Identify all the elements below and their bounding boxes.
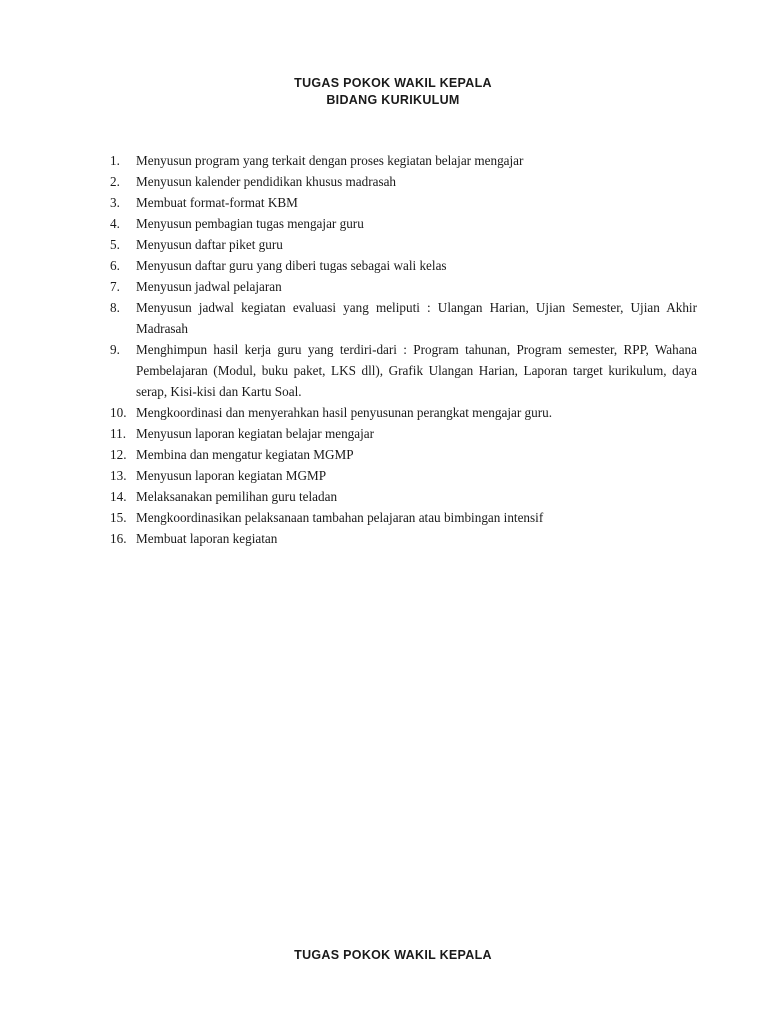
task-number: 8.	[110, 300, 120, 315]
task-text: Mengkoordinasi dan menyerahkan hasil penyusunan perangkat mengajar guru.	[136, 405, 553, 420]
task-number: 7.	[110, 279, 120, 294]
task-text: Membuat laporan kegiatan	[136, 531, 278, 546]
task-number: 2.	[110, 174, 120, 189]
task-number: 3.	[110, 195, 120, 210]
task-item	[110, 486, 697, 507]
document-title: TUGAS POKOK WAKIL KEPALA	[294, 76, 492, 90]
task-number: 11.	[110, 426, 126, 441]
task-number: 12.	[110, 447, 127, 462]
task-item	[110, 255, 697, 276]
task-item	[110, 444, 697, 465]
document-subtitle: BIDANG KURIKULUM	[326, 93, 460, 107]
task-item	[110, 423, 697, 444]
task-text: Menghimpun hasil kerja guru yang terdiri-dari : Program tahunan, Program semester, RPP, Wahana Pembelajaran (Modul, buku paket, LKS dll), Grafik Ulangan Harian, Laporan target kurikulum, daya serap, Kisi-kisi dan Kartu Soal.	[136, 342, 697, 399]
task-number: 16.	[110, 531, 127, 546]
task-text: Menyusun laporan kegiatan MGMP	[136, 468, 327, 483]
task-item	[110, 171, 697, 192]
task-text: Membuat format-format KBM	[136, 195, 298, 210]
task-item	[110, 150, 697, 171]
task-text: Menyusun program yang terkait dengan proses kegiatan belajar mengajar	[136, 153, 524, 168]
task-text: Menyusun jadwal pelajaran	[136, 279, 282, 294]
task-number: 15.	[110, 510, 127, 525]
task-text: Menyusun laporan kegiatan belajar mengajar	[136, 426, 375, 441]
task-text: Mengkoordinasikan pelaksanaan tambahan pelajaran atau bimbingan intensif	[136, 510, 544, 525]
task-number: 5.	[110, 237, 120, 252]
task-text: Menyusun kalender pendidikan khusus madrasah	[136, 174, 397, 189]
task-item	[110, 213, 697, 234]
task-number: 4.	[110, 216, 120, 231]
task-item	[110, 465, 697, 486]
task-item	[110, 402, 697, 423]
task-item	[110, 297, 697, 339]
task-number: 6.	[110, 258, 120, 273]
task-text: Menyusun pembagian tugas mengajar guru	[136, 216, 364, 231]
task-item	[110, 276, 697, 297]
task-number: 13.	[110, 468, 127, 483]
task-number: 10.	[110, 405, 127, 420]
task-text: Menyusun daftar guru yang diberi tugas sebagai wali kelas	[136, 258, 447, 273]
task-item	[110, 234, 697, 255]
next-section-title: TUGAS POKOK WAKIL KEPALA	[294, 948, 492, 962]
task-text: Membina dan mengatur kegiatan MGMP	[136, 447, 354, 462]
task-text: Melaksanakan pemilihan guru teladan	[136, 489, 338, 504]
task-item	[110, 507, 697, 528]
task-item	[110, 528, 697, 549]
task-item	[110, 339, 697, 402]
task-number: 1.	[110, 153, 120, 168]
task-item	[110, 192, 697, 213]
task-number: 14.	[110, 489, 127, 504]
task-list	[110, 150, 697, 549]
task-text: Menyusun daftar piket guru	[136, 237, 283, 252]
task-text: Menyusun jadwal kegiatan evaluasi yang meliputi : Ulangan Harian, Ujian Semester, Ujian Akhir Madrasah	[136, 300, 697, 336]
task-number: 9.	[110, 342, 120, 357]
